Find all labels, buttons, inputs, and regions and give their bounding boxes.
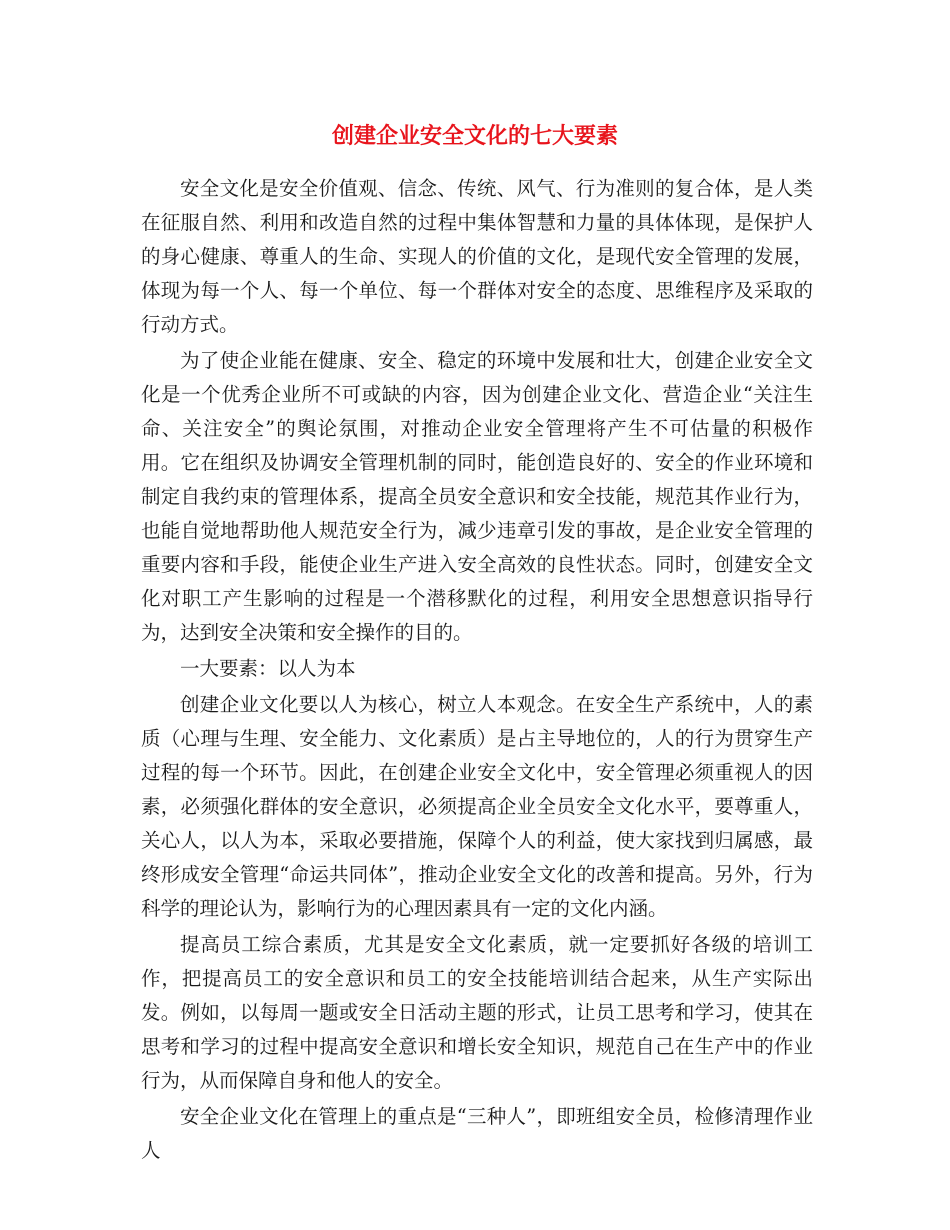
paragraph-three-kinds-of-people: 安全企业文化在管理上的重点是“三种人”，即班组安全员，检修清理作业人 [141, 1105, 813, 1162]
paragraph-people-oriented: 创建企业文化要以人为核心，树立人本观念。在安全生产系统中，人的素质（心理与生理、安全能力、文化素质）是占主导地位的，人的行为贯穿生产过程的每一个环节。因此，在创建企业安全文化中，安全管理必须重视人的因素，必须强化群体的安全意识，必须提高企业全员安全文化水平，要尊重人，关心人，以人为本，采取必要措施，保障个人的利益，使大家找到归属感，最终形成安全管理“命运共同体”，推动企业安全文化的改善和提高。另外，行为科学的理论认为，影响行为的心理因素具有一定的文化内涵。 [141, 693, 813, 920]
document-title: 创建企业安全文化的七大要素 [331, 123, 618, 149]
section-heading-element-one: 一大要素：以人为本 [180, 657, 356, 680]
paragraph-purpose: 为了使企业能在健康、安全、稳定的环境中发展和壮大，创建企业安全文化是一个优秀企业所不可或缺的内容，因为创建企业文化、营造企业“关注生命、关注安全”的舆论氛围，对推动企业安全管理将产生不可估量的积极作用。它在组织及协调安全管理机制的同时，能创造良好的、安全的作业环境和制定自我约束的管理体系，提高全员安全意识和安全技能，规范其作业行为，也能自觉地帮助他人规范安全行为，减少违章引发的事故，是企业安全管理的重要内容和手段，能使企业生产进入安全高效的良性状态。同时，创建安全文化对职工产生影响的过程是一个潜移默化的过程，利用安全思想意识指导行为，达到安全决策和安全操作的目的。 [141, 349, 813, 644]
paragraph-staff-quality: 提高员工综合素质，尤其是安全文化素质，就一定要抓好各级的培训工作，把提高员工的安全意识和员工的安全技能培训结合起来，从生产实际出发。例如，以每周一题或安全日活动主题的形式，让员工思考和学习，使其在思考和学习的过程中提高安全意识和增长安全知识，规范自己在生产中的作业行为，从而保障自身和他人的安全。 [141, 933, 813, 1092]
paragraph-intro: 安全文化是安全价值观、信念、传统、风气、行为准则的复合体，是人类在征服自然、利用和改造自然的过程中集体智慧和力量的具体体现，是保护人的身心健康、尊重人的生命、实现人的价值的文化，是现代安全管理的发展，体现为每一个人、每一个单位、每一个群体对安全的态度、思维程序及采取的行动方式。 [141, 177, 813, 336]
document-body [141, 172, 813, 1170]
